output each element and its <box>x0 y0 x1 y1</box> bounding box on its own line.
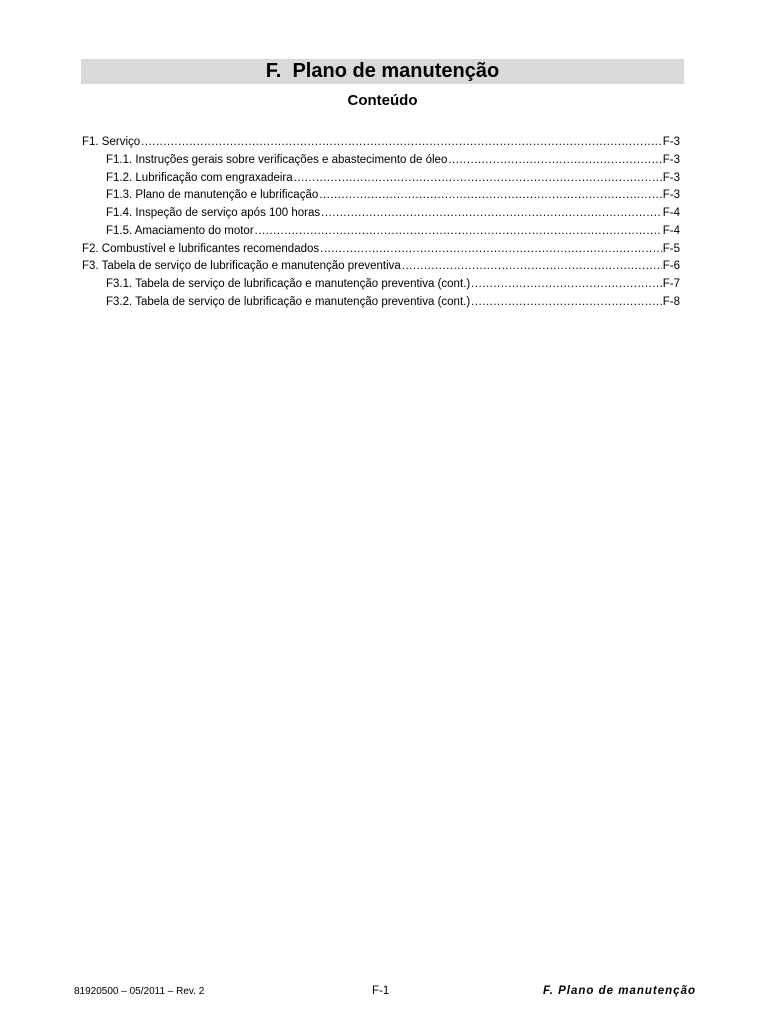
toc-entry-f1-5[interactable] <box>82 223 680 241</box>
footer-page-number: F-1 <box>372 985 390 997</box>
toc-entry-f3[interactable] <box>82 258 680 276</box>
toc-entry-f1-3[interactable] <box>82 187 680 205</box>
toc-entry-f3-2[interactable] <box>82 294 680 312</box>
toc-entry-f1-1[interactable] <box>82 152 680 170</box>
dot-leader <box>321 205 662 223</box>
toc-entry-page: F-3 <box>662 189 680 202</box>
toc-entry-page: F-6 <box>662 260 680 273</box>
toc-entry-page: F-3 <box>662 136 680 148</box>
toc-entry-label: F1. Serviço <box>82 136 141 148</box>
dot-leader <box>402 258 662 276</box>
footer-section-name: F. Plano de manutenção <box>543 985 696 997</box>
table-of-contents <box>82 134 680 312</box>
toc-entry-f3-1[interactable] <box>82 276 680 294</box>
toc-entry-label: F3.1. Tabela de serviço de lubrificação e manutenção preventiva (cont.) <box>106 278 471 290</box>
dot-leader <box>471 276 662 294</box>
toc-entry-label: F1.4. Inspeção de serviço após 100 horas <box>106 207 321 219</box>
dot-leader <box>320 241 662 259</box>
toc-entry-label: F1.5. Amaciamento do motor <box>106 224 254 237</box>
toc-entry-f2[interactable] <box>82 241 680 259</box>
toc-entry-page: F-4 <box>662 207 680 219</box>
dot-leader <box>255 223 662 241</box>
toc-entry-label: F2. Combustível e lubrificantes recomendados <box>82 242 320 255</box>
toc-entry-f1-2[interactable] <box>82 170 680 188</box>
toc-entry-page: F-4 <box>662 224 680 237</box>
toc-entry-label: F3. Tabela de serviço de lubrificação e manutenção preventiva <box>82 260 401 273</box>
toc-entry-page: F-8 <box>662 295 680 308</box>
section-title-bar <box>81 59 684 84</box>
dot-leader <box>319 187 662 205</box>
toc-entry-label: F1.1. Instruções gerais sobre verificações e abastecimento de óleo <box>106 153 448 166</box>
toc-entry-page: F-7 <box>662 278 680 290</box>
toc-entry-page: F-3 <box>662 153 680 166</box>
toc-entry-page: F-3 <box>662 171 680 184</box>
toc-entry-label: F1.2. Lubrificação com engraxadeira <box>106 171 293 184</box>
footer-document-reference: 81920500 – 05/2011 – Rev. 2 <box>74 986 205 997</box>
dot-leader <box>294 170 662 188</box>
toc-entry-f1[interactable] <box>82 134 680 152</box>
contents-heading: Conteúdo <box>347 92 418 109</box>
dot-leader <box>448 152 661 170</box>
toc-entry-label: F3.2. Tabela de serviço de lubrificação e manutenção preventiva (cont.) <box>106 295 471 308</box>
toc-entry-label: F1.3. Plano de manutenção e lubrificação <box>106 189 319 202</box>
section-title: F. Plano de manutenção <box>265 60 500 82</box>
toc-entry-page: F-5 <box>662 242 680 255</box>
dot-leader <box>471 294 662 312</box>
dot-leader <box>141 134 662 152</box>
toc-entry-f1-4[interactable] <box>82 205 680 223</box>
